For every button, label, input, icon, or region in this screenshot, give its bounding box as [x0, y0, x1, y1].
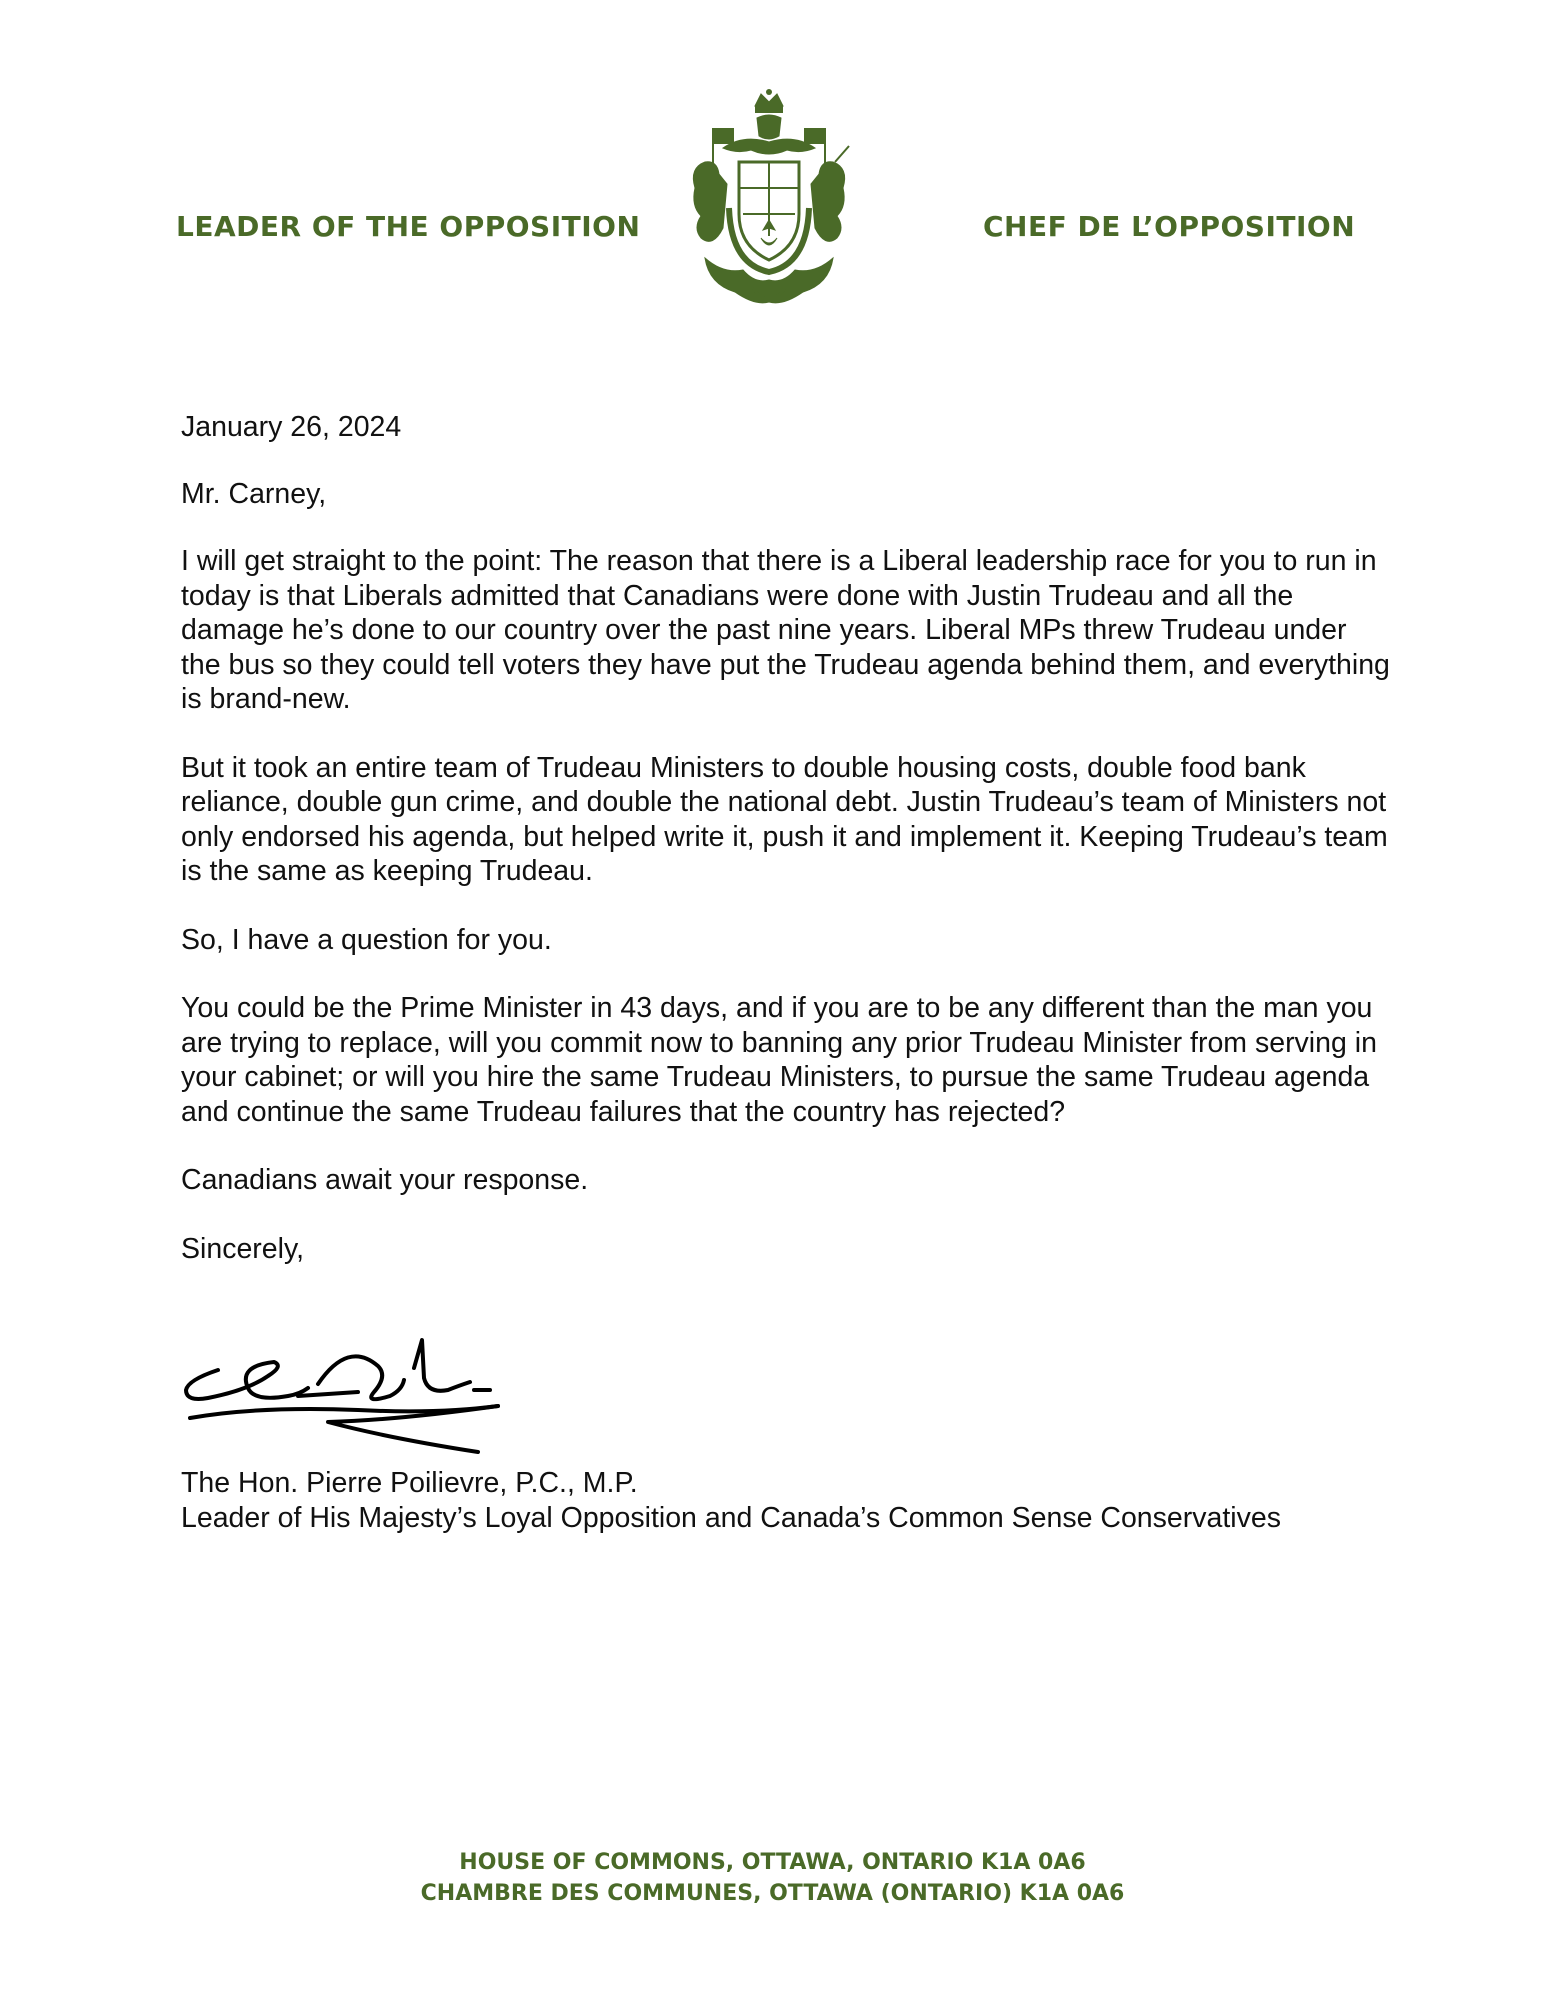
- footer-address-english: HOUSE OF COMMONS, OTTAWA, ONTARIO K1A 0A6: [459, 1850, 1086, 1875]
- signatory-block: [181, 1466, 1281, 1535]
- letter-body: [181, 410, 1391, 1266]
- coat-of-arms-icon: [683, 88, 855, 310]
- header-title-french: CHEF DE L’OPPOSITION: [983, 210, 1356, 243]
- signatory-name: The Hon. Pierre Poilievre, P.C., M.P.: [181, 1467, 638, 1499]
- paragraph: But it took an entire team of Trudeau Ministers to double housing costs, double food bank reliance, double gun crime, and double the national debt. Justin Trudeau’s team of Ministers not only endorsed his agenda, but helped write it, push it and implement it. Keeping Trudeau’s team is the same as keeping Trudeau.: [181, 751, 1388, 887]
- paragraph: You could be the Prime Minister in 43 days, and if you are to be any different than the man you are trying to replace, will you commit now to banning any prior Trudeau Minister from serving in your cabinet; or will you hire the same Trudeau Ministers, to pursue the same Trudeau agenda and continue the same Trudeau failures that the country has rejected?: [181, 992, 1377, 1128]
- letter-date: January 26, 2024: [181, 411, 402, 443]
- footer-address-french: CHAMBRE DES COMMUNES, OTTAWA (ONTARIO) K1A 0A6: [420, 1881, 1125, 1906]
- closing: Sincerely,: [181, 1232, 305, 1265]
- footer-address: [0, 1847, 1545, 1909]
- salutation: Mr. Carney,: [181, 477, 327, 510]
- signatory-title: Leader of His Majesty’s Loyal Opposition and Canada’s Common Sense Conservatives: [181, 1501, 1281, 1534]
- paragraph: Canadians await your response.: [181, 1164, 589, 1196]
- handwritten-signature-icon: [178, 1310, 534, 1460]
- header-title-english: LEADER OF THE OPPOSITION: [176, 210, 641, 243]
- paragraph: So, I have a question for you.: [181, 923, 552, 956]
- paragraph: I will get straight to the point: The reason that there is a Liberal leadership race for you to run in today is that Liberals admitted that Canadians were done with Justin Trudeau and all the damage he’s done to our country over the past nine years. Liberal MPs threw Trudeau under the bus so they could tell voters they have put the Trudeau agenda behind them, and everything is brand-new.: [181, 545, 1390, 715]
